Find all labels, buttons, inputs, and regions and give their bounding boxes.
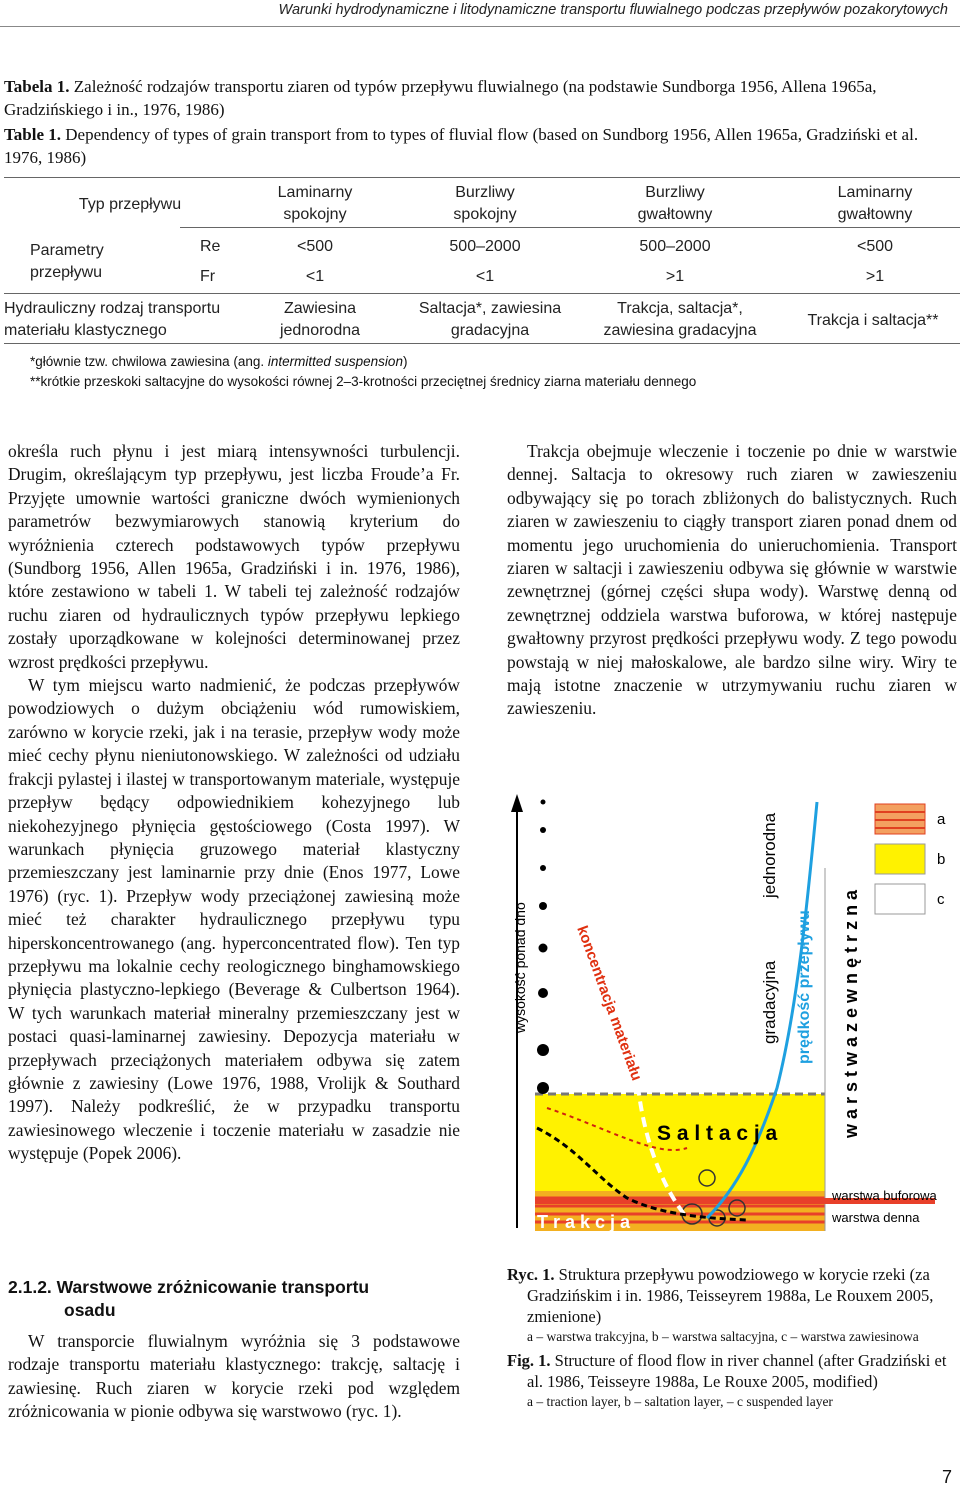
velocity-label: prędkość przepływu: [796, 910, 813, 1064]
flow-type-header: Typ przepływu: [78, 196, 182, 213]
fig-label-en: Fig. 1.: [507, 1351, 551, 1370]
page-number: 7: [941, 1467, 952, 1487]
table-top-rule: [4, 177, 960, 178]
left-paragraph-2: W tym miejscu warto nadmienić, że podczas przepływów powodziowych o dużym obciążeniu wód rumowiskiem, zarówno w korycie rzeki, jak i na terasie, przepływ wody może mieć cechy płynu nieniutonowskiego. W zależności od udziału frakcji pylastej i ilastej w transportowanym materiale, występuje przepływ będący odpowiednikiem kohezyjnego lub niekohezyjnego płynięcia gęstościowego (Costa 1997). W warunkach płynięcia gruzowego materiał klastyczny przemieszczany jest laminarnie przy dnie (Enos 1977, Lowe 1976) (ryc. 1). Przepływ wody przeciążonej zawiesiną może mieć też charakter hydraulicznego przepływu typu hiperskoncentrowanego (ang. hyperconcentrated flow). Ten typ przepływu ma lokalnie cechy reologicznego binghamowskiego płynięcia plastyczno-lepkiego (Beverage & Culbertson 1964). W tych warunkach materiał mineralny przemieszczany jest w postaci quasi-laminarnej zawiesiny. Depozycja materiału w przepływach przeciążonych materiałem odbywa się zatem głównie z zawiesiny (Lowe 1976, 1988, Vrolijk & Southard 1997). Należy podkreślić, że w przypadku transportu zawiesinowego wleczenie i toczenie materiału w zasadzie nie występuje (Popek 2006).: [8, 675, 460, 1164]
saltation-label: S a l t a c j a: [657, 1122, 778, 1145]
left-paragraph-3: W transporcie fluwialnym wyróżnia się 3 podstawowe rodzaje transportu materiału klastycznego: trakcję, saltację i zawiesinę. Ruch ziaren w korycie rzeki pod względem zróżnicowania w pionie odbywa się warstwowo (ryc. 1).: [8, 1331, 460, 1422]
suspension-label: Z a w i e s i n a: [620, 855, 724, 1017]
fig-caption-en-text: Structure of flood flow in river channel (after Gradziński et al. 1986, Teisseyre 1988a, Le Rouxe 2005, modified): [527, 1351, 947, 1391]
flow-table: [0, 170, 960, 380]
fig-caption-en: [507, 1350, 957, 1392]
traction-label: T r a k c j a: [537, 1212, 631, 1232]
fr-value-4: >1: [865, 268, 885, 285]
transport-header: Hydrauliczny rodzaj transportu materiału klastycznego: [4, 300, 221, 339]
formula-label: p. = Vs/χ x V* = 5: [657, 1071, 769, 1087]
section-heading: [8, 1276, 460, 1322]
re-value-3: 500–2000: [639, 238, 711, 255]
homogeneous-label: jednorodna: [760, 812, 779, 898]
re-value-2: 500–2000: [449, 238, 521, 255]
flow-type-3: Burzliwy gwałtowny: [637, 184, 713, 223]
left-column: [8, 440, 460, 1166]
table-footnote-1: *głównie tzw. chwilowa zawiesina (ang. intermitted suspension): [30, 354, 408, 369]
table-label-pl: Tabela 1.: [4, 77, 70, 96]
transport-value-2: Saltacja*, zawiesina gradacyjna: [418, 300, 562, 339]
right-column: [507, 440, 957, 721]
graded-label: gradacyjna: [760, 960, 779, 1044]
running-header: Warunki hydrodynamiczne i litodynamiczne transportu fluwialnego podczas przepływów pozakorytowych: [278, 2, 948, 18]
legend-label-c: c: [937, 891, 945, 908]
fig-caption-pl: [507, 1264, 957, 1327]
left-paragraph-1: określa ruch płynu i jest miarą intensywności turbulencji. Drugim, określającym typ przepływu, jest liczba Froude’a Fr. Przyjęte umownie wartości graniczne dwóch wymienionych parametrów bezwymiarowych stanowią kryterium do wyróżnienia czterech podstawowych typów przepływu (Sundborg 1956, Allen 1965a, Gradziński i in. 1976, 1986), które zestawiono w tabeli 1. W tabeli tej zależność rodzajów ruchu ziaren od hydraulicznych typów przepływu lepkiego zostały uporządkowane w kolejności determinowanej przez wzrost prędkości przepływu.: [8, 441, 460, 672]
table-caption-pl-text: Zależność rodzajów transportu ziaren od typów przepływu fluwialnego (na podstawie Sundborga 1956, Allena 1965a, Gradzińskiego i in., 1976, 1986): [4, 77, 877, 119]
table-caption-pl: [4, 76, 956, 121]
transport-value-1: Zawiesina jednorodna: [279, 300, 361, 339]
table-label-en: Table 1.: [4, 125, 62, 144]
fr-label: Fr: [200, 268, 216, 285]
fig-legend-en: a – traction layer, b – saltation layer, – c suspended layer: [527, 1394, 833, 1409]
fr-value-3: >1: [665, 268, 685, 285]
table-rule-3: [4, 293, 960, 294]
legend-swatch-c: [875, 884, 925, 914]
flow-type-2: Burzliwy spokojny: [453, 184, 517, 223]
y-axis-arrow: [511, 794, 523, 812]
saltation-zone: [535, 1094, 825, 1202]
bed-layer-label: warstwa denna: [832, 1210, 920, 1225]
legend-label-b: b: [937, 851, 946, 868]
re-label: Re: [200, 238, 221, 255]
transport-value-4: Trakcja i saltacja**: [807, 312, 939, 329]
flood-flow-figure: [507, 788, 960, 1248]
fig-label-pl: Ryc. 1.: [507, 1265, 555, 1284]
table-caption-en-text: Dependency of types of grain transport from to types of fluvial flow (based on Sundborg 1956, Allen 1965a, Gradziński et al. 1976, 1986): [4, 125, 919, 167]
right-paragraph-1: Trakcja obejmuje wleczenie i toczenie po dnie w warstwie dennej. Saltacja to okresowy ruch ziaren w zawieszeniu odbywający się po torach zbliżonych do balistycznych. Ruch ziaren w zawieszeniu to ciągły transport ziaren ponad dnem od momentu jego uruchomienia do unieruchomienia. Transport ziaren w saltacji i zawieszeniu odbywa się głównie w warstwie zewnętrznej (górnej części słupa wody). Warstwę denną od zewnętrznej oddziela warstwa buforowa, w której następuje gwałtowny przyrost prędkości przepływu wody. Z tego powodu powstają w niej małoskalowe, ale bardzo silne wiry. Wiry te mają istotne znaczenie w utrzymywaniu ruchu ziaren w zawieszeniu.: [507, 441, 957, 719]
section-number: 2.1.2.: [8, 1277, 52, 1297]
table-bottom-rule: [4, 343, 960, 344]
header-rule: [0, 26, 960, 27]
legend: [875, 804, 946, 914]
fr-value-2: <1: [475, 268, 495, 285]
outer-layer-label: w a r s t w a z e w n ę t r z n a: [841, 889, 861, 1138]
fig-legend-pl: a – warstwa trakcyjna, b – warstwa saltacyjna, c – warstwa zawiesinowa: [527, 1329, 919, 1344]
table-footnote-2: **krótkie przeskoki saltacyjne do wysokości równej 2–3-krotności przeciętnej średnicy ziarna materiału dennego: [30, 374, 697, 389]
left-column-end: [8, 1330, 460, 1424]
flow-type-1: Laminarny spokojny: [277, 184, 353, 223]
buffer-layer-label: warstwa buforowa: [832, 1188, 937, 1203]
section-title-1: Warstwowe zróżnicowanie transportu: [56, 1277, 370, 1297]
re-value-1: <500: [296, 238, 334, 255]
y-axis-label: wysokość ponad dno: [512, 902, 528, 1033]
params-header: Parametry przepływu: [30, 242, 104, 281]
legend-label-a: a: [937, 811, 946, 828]
particles: [537, 800, 549, 1095]
concentration-label: koncentracja materiału: [573, 923, 646, 1083]
transport-value-3: Trakcja, saltacja*, zawiesina gradacyjna: [603, 300, 757, 339]
fr-value-1: <1: [305, 268, 325, 285]
section-title-2: osadu: [64, 1300, 116, 1320]
flow-type-4: Laminarny gwałtowny: [837, 184, 913, 223]
fig-caption-pl-text: Struktura przepływu powodziowego w korycie rzeki (za Gradzińskim i in. 1986, Teisseyrem 1988a, Le Rouxem 2005, zmienione): [527, 1265, 934, 1326]
re-value-4: <500: [856, 238, 894, 255]
legend-swatch-b: [875, 844, 925, 874]
table-rule-2: [180, 227, 960, 228]
figure-caption: [507, 1264, 957, 1411]
table-caption-en: [4, 124, 956, 169]
